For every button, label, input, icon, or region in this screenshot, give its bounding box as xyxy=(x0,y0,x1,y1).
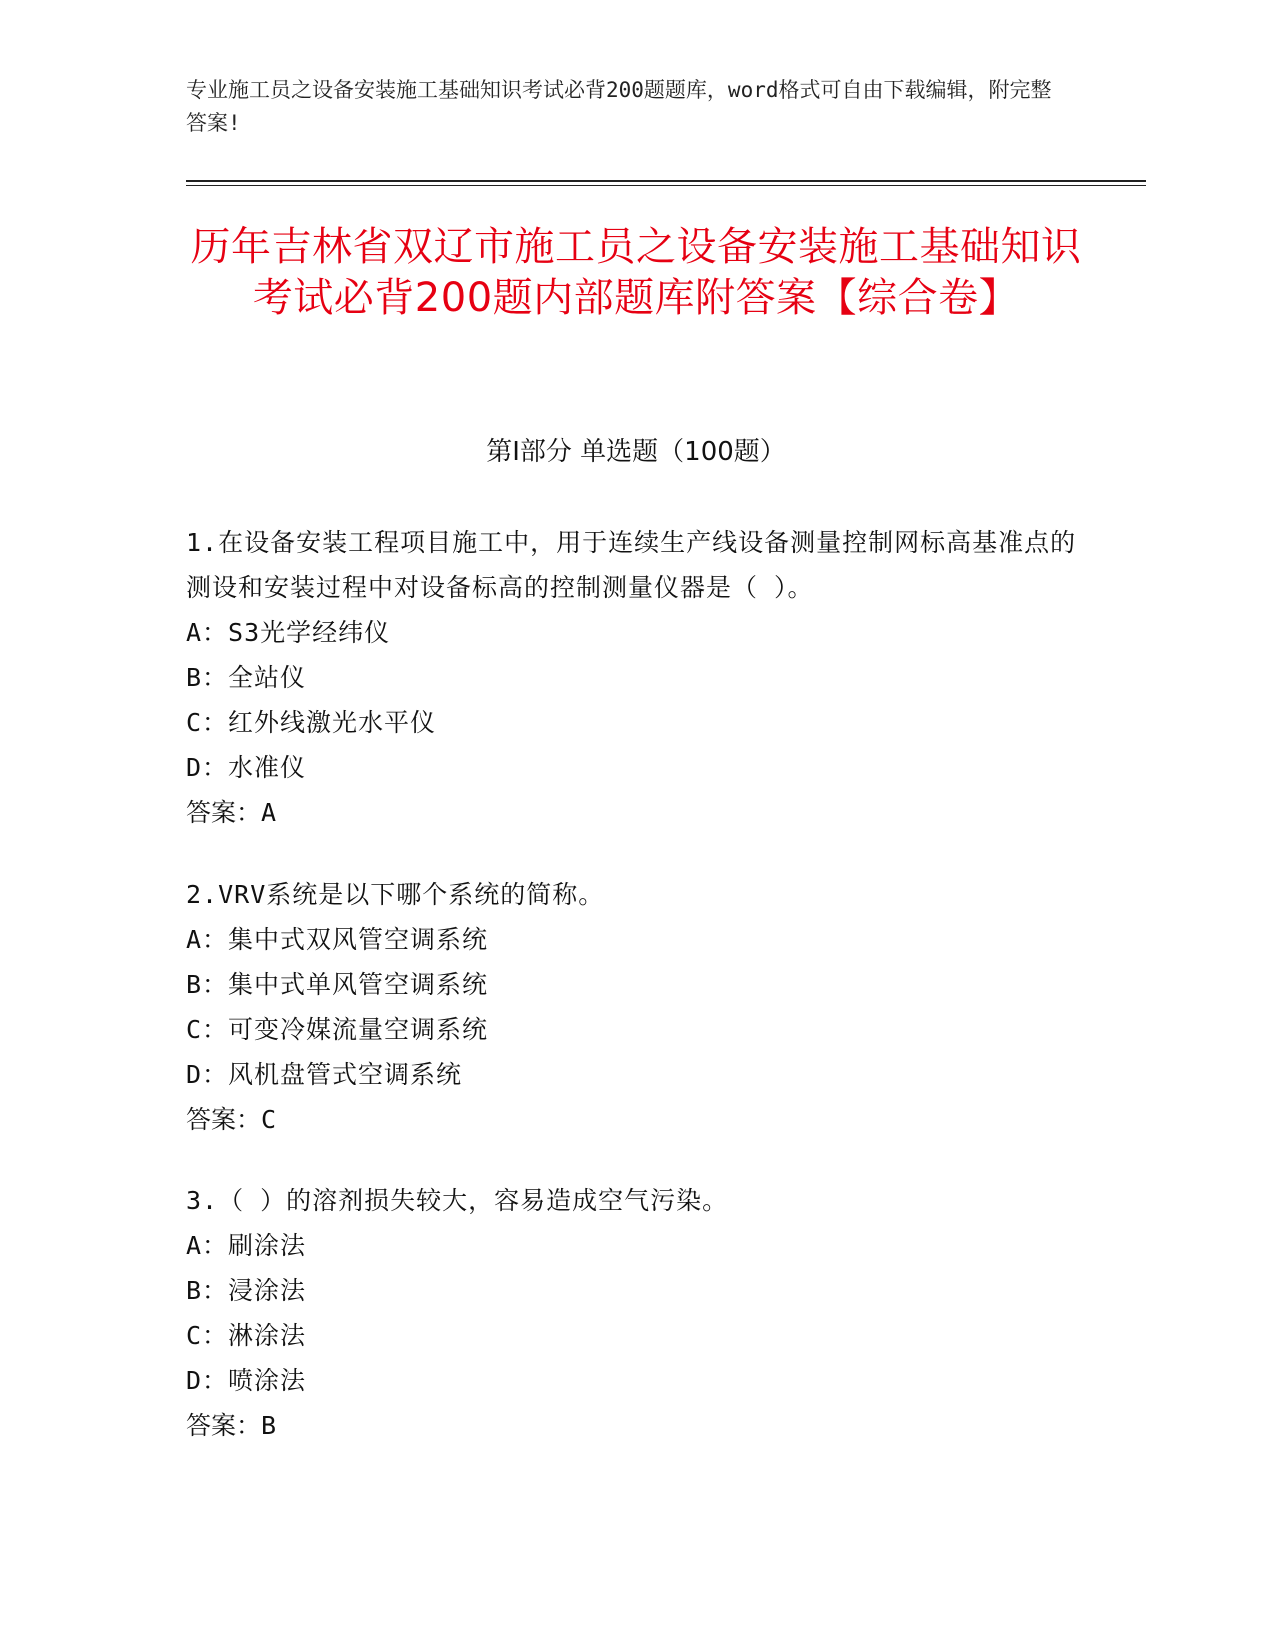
question-stem: 1.在设备安装工程项目施工中，用于连续生产线设备测量控制网标高基准点的测设和安装过程中对设备标高的控制测量仪器是（ ）。 xyxy=(186,528,1077,602)
option-c: C：红外线激光水平仪 xyxy=(186,708,437,737)
option-d: D：水准仪 xyxy=(186,753,307,782)
option-d: D：喷涂法 xyxy=(186,1366,307,1395)
answer-label: 答案： xyxy=(186,1105,262,1134)
answer-line xyxy=(186,1097,1086,1142)
option-b: B：集中式单风管空调系统 xyxy=(186,970,489,999)
question-stem: 2.VRV系统是以下哪个系统的简称。 xyxy=(186,880,605,909)
option-a: A：集中式双风管空调系统 xyxy=(186,925,489,954)
option-d: D：风机盘管式空调系统 xyxy=(186,1060,463,1089)
section-heading: 第I部分 单选题（100题） xyxy=(486,437,786,467)
question-item xyxy=(186,872,1086,1142)
document-title: 历年吉林省双辽市施工员之设备安装施工基础知识考试必背200题内部题库附答案【综合卷】 xyxy=(190,224,1082,321)
question-stem: 3.（ ）的溶剂损失较大，容易造成空气污染。 xyxy=(186,1186,729,1215)
answer-value: A xyxy=(261,798,277,827)
answer-label: 答案： xyxy=(186,798,262,827)
option-b: B：全站仪 xyxy=(186,663,307,692)
option-c: C：可变冷媒流量空调系统 xyxy=(186,1015,489,1044)
answer-value: C xyxy=(261,1105,277,1134)
answer-label: 答案： xyxy=(186,1411,262,1440)
answer-value: B xyxy=(261,1411,277,1440)
header-note: 专业施工员之设备安装施工基础知识考试必背200题题库，word格式可自由下载编辑，附完整答案! xyxy=(186,78,1052,135)
answer-line xyxy=(186,1403,1086,1448)
option-b: B：浸涂法 xyxy=(186,1276,307,1305)
header-divider-thin xyxy=(186,185,1146,186)
question-item xyxy=(186,520,1086,835)
option-c: C：淋涂法 xyxy=(186,1321,307,1350)
question-item xyxy=(186,1178,1086,1448)
header-divider xyxy=(186,180,1146,182)
option-a: A：刷涂法 xyxy=(186,1231,307,1260)
answer-line xyxy=(186,790,1086,835)
option-a: A：S3光学经纬仪 xyxy=(186,618,391,647)
